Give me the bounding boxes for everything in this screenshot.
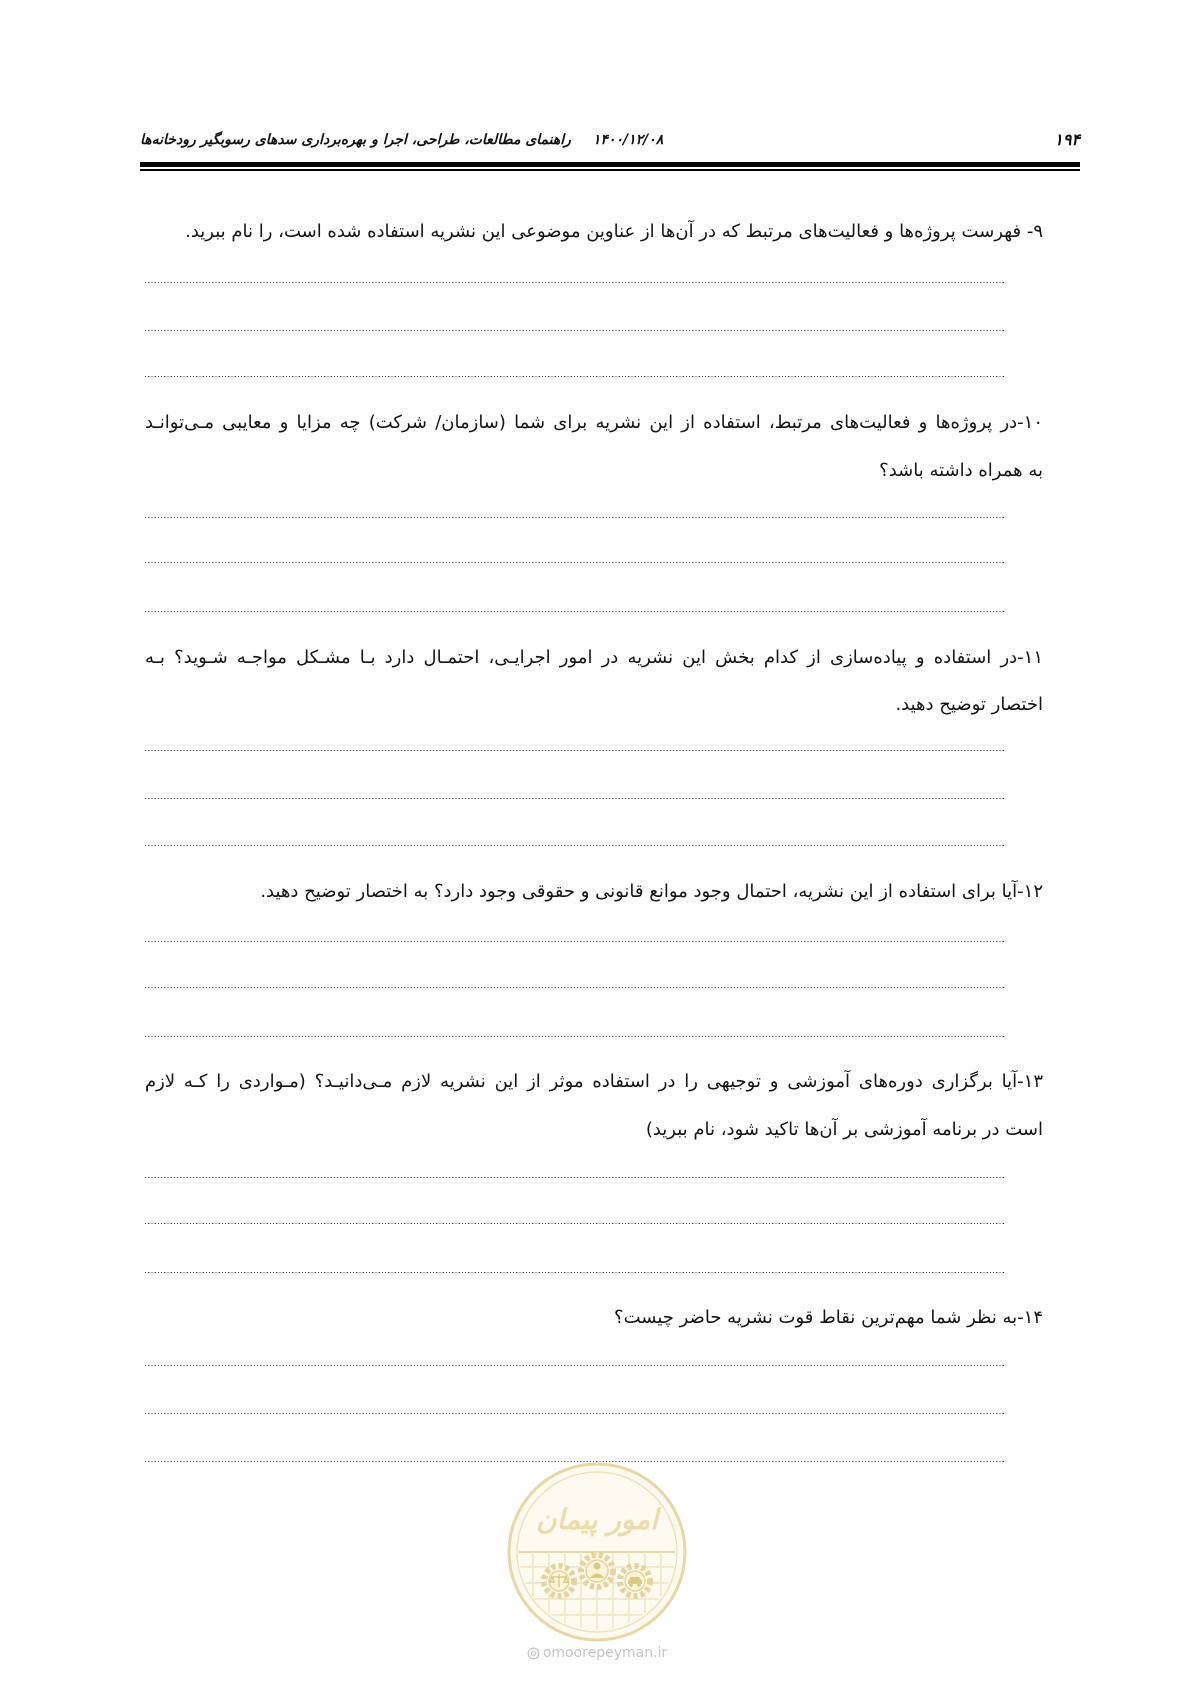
question-11-text-line-1: ۱۱-در استفاده و پیاده‌سازی از کدام بخش این نشریه در امور اجرایـی، احتمـال دارد بـا مشـکل مواجـه شـوید؟ بـه: [145, 647, 1043, 668]
question-10-text-line-1: ۱۰-در پروژه‌ها و فعالیت‌های مرتبط، استفاده از این نشریه برای شما (سازمان/ شرکت) چه مزایا و معایبی مـی‌توانـد: [145, 412, 1043, 433]
answer-line: [145, 1272, 1005, 1273]
answer-line: [145, 798, 1005, 799]
answer-line: [145, 987, 1005, 988]
page-number: ۱۹۴: [1054, 130, 1080, 149]
answer-line: [145, 1413, 1005, 1414]
question-11-text-line-2: اختصار توضیح دهید.: [895, 694, 1043, 715]
answer-line: [145, 282, 1005, 283]
question-9-text: ۹- فهرست پروژه‌ها و فعالیت‌های مرتبط که در آن‌ها از عناوین موضوعی این نشریه استفاده شده است، را نام ببرید.: [185, 221, 1043, 242]
answer-line: [145, 376, 1005, 377]
question-10-text-line-2: به همراه داشته باشد؟: [879, 460, 1043, 481]
watermark-site-text: omoorepeyman.ir: [542, 1645, 668, 1661]
question-13-text-line-1: ۱۳-آیا برگزاری دوره‌های آموزشی و توجیهی را در استفاده موثر از این نشریه لازم مـی‌دانیـد؟ (مـواردی را کـه لازم: [145, 1071, 1043, 1092]
answer-line: [145, 1177, 1005, 1178]
header-rule-thin: [140, 169, 1080, 171]
question-12-text: ۱۲-آیا برای استفاده از این نشریه، احتمال وجود موانع قانونی و حقوقی وجود دارد؟ به اختصار توضیح دهید.: [260, 881, 1043, 902]
question-14-text: ۱۴-به نظر شما مهم‌ترین نقاط قوت نشریه حاضر چیست؟: [614, 1307, 1043, 1328]
answer-line: [145, 611, 1005, 612]
answer-line: [145, 1365, 1005, 1366]
gear-icon: [581, 1555, 613, 1587]
header-date: ۱۴۰۰/۱۲/۰۸: [592, 132, 664, 148]
answer-line: [145, 1223, 1005, 1224]
answer-line: [145, 750, 1005, 751]
header-rule-thick: [140, 162, 1080, 167]
answer-line: [145, 845, 1005, 846]
header-title: راهنمای مطالعات، طراحی، اجرا و بهره‌برداری سدهای رسوبگیر رودخانه‌ها: [140, 132, 571, 148]
answer-line: [145, 330, 1005, 331]
answer-line: [145, 517, 1005, 518]
question-13-text-line-2: است در برنامه آموزشی بر آن‌ها تاکید شود، نام ببرید): [645, 1119, 1043, 1140]
watermark-logo: [497, 1457, 697, 1647]
watermark-site: [497, 1643, 697, 1663]
answer-line: [145, 562, 1005, 563]
logo-calligraphy: امور پیمان: [535, 1503, 659, 1536]
running-header: [140, 126, 663, 154]
globe-icon: [527, 1647, 540, 1660]
answer-line: [145, 1036, 1005, 1037]
answer-line: [145, 941, 1005, 942]
